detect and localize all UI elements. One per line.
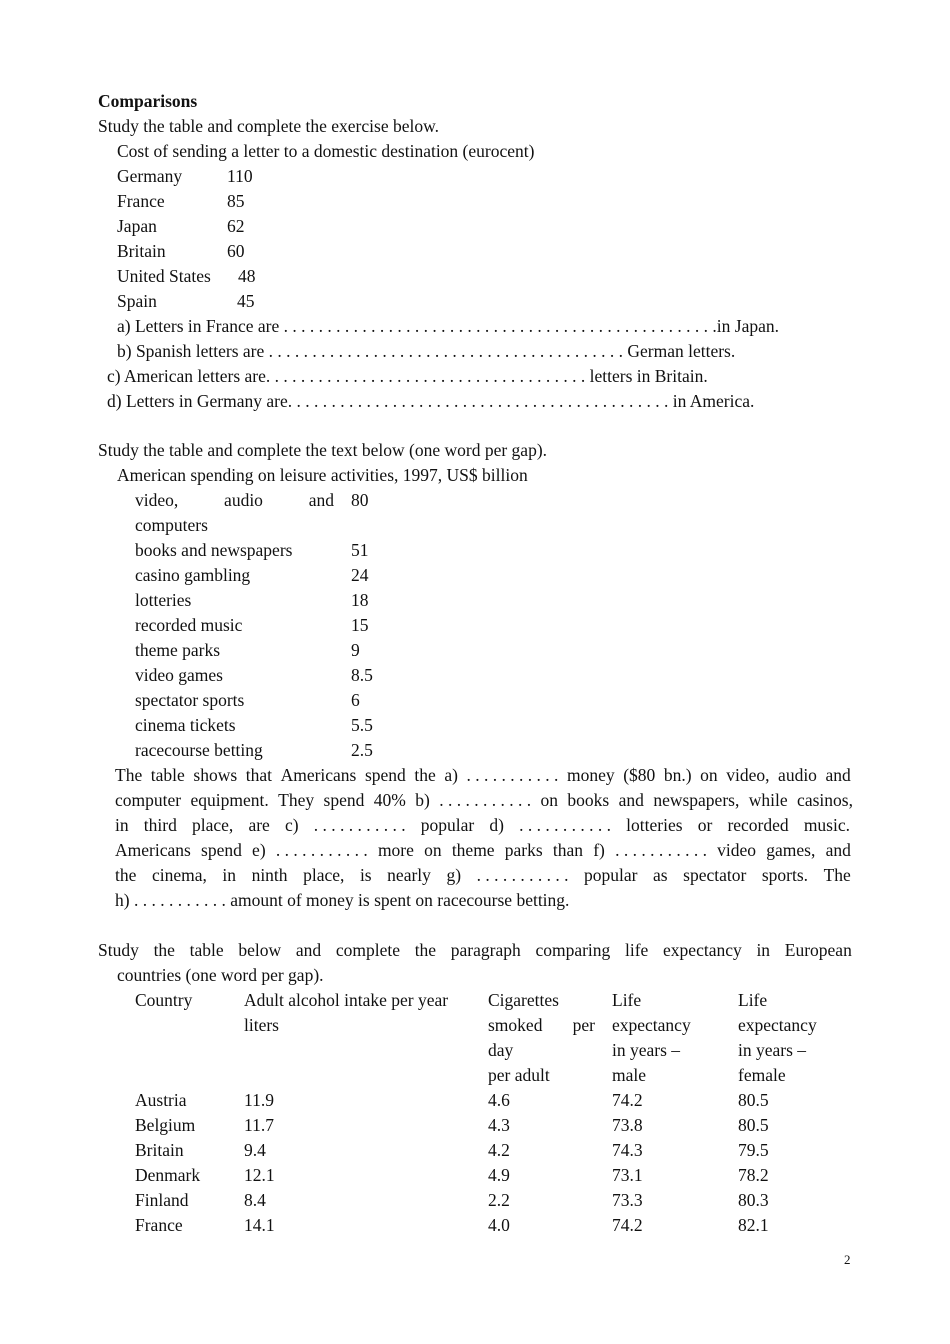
word: the <box>115 865 137 885</box>
word: recorded <box>727 815 789 835</box>
word: table <box>150 765 185 785</box>
word: games, <box>766 840 816 860</box>
cell-female: 82.1 <box>738 1215 769 1235</box>
cell-country: Britain <box>135 1140 184 1160</box>
ex3-instruction-cont: countries (one word per gap). <box>117 965 324 985</box>
gap: . . . . . . . . . . . <box>439 790 532 810</box>
word: Americans <box>115 840 191 860</box>
ex1-country: Germany <box>117 166 183 186</box>
word: as <box>653 865 668 885</box>
word: and <box>295 940 322 960</box>
word: the <box>414 765 436 785</box>
header-cigarettes-line3: day <box>488 1040 514 1060</box>
ex2-value: 6 <box>351 690 360 710</box>
word: cinema, <box>151 865 207 885</box>
ex2-label: spectator sports <box>135 690 245 710</box>
word: music. <box>803 815 850 835</box>
ex1-item-b: b) Spanish letters are . . . . . . . . . . . . . . . . . . . . . . . . . . . . . . . . . . . . . . . . . German letters. <box>117 341 736 361</box>
word: paragraph <box>450 940 521 960</box>
ex1-value: 60 <box>227 241 245 261</box>
word: on <box>540 790 559 810</box>
word: parks <box>504 840 543 860</box>
ex2-label: theme parks <box>135 640 221 660</box>
ex1-country: Britain <box>117 241 166 261</box>
word: more <box>377 840 414 860</box>
word: per <box>572 1015 595 1035</box>
word: than <box>552 840 584 860</box>
ex2-instruction: Study the table and complete the text below (one word per gap). <box>98 440 548 460</box>
word: smoked <box>488 1015 543 1035</box>
ex3-instruction <box>98 938 852 963</box>
header-cigarettes-line4: per adult <box>488 1065 550 1085</box>
word: is <box>359 865 372 885</box>
ex2-paragraph-line <box>115 863 851 888</box>
word: the <box>414 940 437 960</box>
ex1-item-d: d) Letters in Germany are. . . . . . . . . . . . . . . . . . . . . . . . . . . . . . . . . . . . . . . . . . . . in America. <box>107 391 755 411</box>
header-female: expectancy <box>738 1015 817 1035</box>
word: video, <box>135 490 179 510</box>
word: spend <box>201 840 242 860</box>
ex1-item-c: c) American letters are. . . . . . . . . . . . . . . . . . . . . . . . . . . . . . . . . . . . . letters in Britain. <box>107 366 708 386</box>
cell-male: 74.3 <box>612 1140 643 1160</box>
header-alcohol: Adult alcohol intake per year <box>244 990 449 1010</box>
ex1-table-title: Cost of sending a letter to a domestic destination (eurocent) <box>117 141 535 161</box>
cell-male: 73.3 <box>612 1190 643 1210</box>
ex2-value: 2.5 <box>351 740 373 760</box>
ex2-paragraph-line <box>115 788 853 813</box>
word: European <box>784 940 852 960</box>
word: spend <box>323 790 365 810</box>
gap: . . . . . . . . . . . <box>466 765 559 785</box>
header-country: Country <box>135 990 193 1010</box>
cell-cigarettes: 2.2 <box>488 1190 510 1210</box>
header-female: Life <box>738 990 768 1010</box>
word: g) <box>446 865 462 885</box>
word: Americans <box>280 765 357 785</box>
word: popular <box>420 815 475 835</box>
word: and <box>618 790 644 810</box>
ex2-label: lotteries <box>135 590 192 610</box>
header-male: Life <box>612 990 642 1010</box>
header-male: expectancy <box>612 1015 691 1035</box>
ex2-label: recorded music <box>135 615 243 635</box>
cell-alcohol: 8.4 <box>244 1190 266 1210</box>
ex2-label: casino gambling <box>135 565 251 585</box>
cell-country: Finland <box>135 1190 189 1210</box>
cell-female: 80.5 <box>738 1090 769 1110</box>
ex2-value: 8.5 <box>351 665 373 685</box>
cell-cigarettes: 4.2 <box>488 1140 510 1160</box>
cell-country: Belgium <box>135 1115 196 1135</box>
word: The <box>115 765 143 785</box>
word: video <box>717 840 757 860</box>
cell-alcohol: 11.9 <box>244 1090 274 1110</box>
ex2-label: cinema tickets <box>135 715 236 735</box>
word: computer <box>115 790 182 810</box>
ex1-country: Spain <box>117 291 157 311</box>
word: on <box>700 765 718 785</box>
cell-cigarettes: 4.0 <box>488 1215 510 1235</box>
word: audio <box>778 765 817 785</box>
word: shows <box>193 765 238 785</box>
word: a) <box>444 765 458 785</box>
ex1-value: 48 <box>238 266 256 286</box>
word: video, <box>726 765 770 785</box>
word: expectancy <box>663 940 742 960</box>
word: e) <box>252 840 266 860</box>
cell-female: 78.2 <box>738 1165 769 1185</box>
word: the <box>153 940 175 960</box>
word: casinos, <box>797 790 853 810</box>
header-male: male <box>612 1065 647 1085</box>
word: equipment. <box>190 790 269 810</box>
ex2-label: video games <box>135 665 223 685</box>
word: popular <box>584 865 638 885</box>
ex1-instruction: Study the table and complete the exercise below. <box>98 116 439 136</box>
header-female: female <box>738 1065 786 1085</box>
ex2-value: 80 <box>351 490 369 510</box>
ex2-label: books and newspapers <box>135 540 293 560</box>
word: The <box>823 865 851 885</box>
cell-female: 79.5 <box>738 1140 769 1160</box>
ex1-value: 110 <box>227 166 253 186</box>
gap: . . . . . . . . . . . <box>313 815 406 835</box>
word: complete <box>335 940 400 960</box>
word: sports. <box>761 865 809 885</box>
cell-alcohol: 12.1 <box>244 1165 275 1185</box>
word: place, <box>303 865 345 885</box>
word: are <box>248 815 270 835</box>
word: bn.) <box>663 765 692 785</box>
ex2-value: 15 <box>351 615 369 635</box>
word: ($80 <box>623 765 656 785</box>
gap: . . . . . . . . . . . <box>615 840 707 860</box>
word: They <box>278 790 315 810</box>
ex2-value: 18 <box>351 590 369 610</box>
word: in <box>222 865 237 885</box>
cell-female: 80.3 <box>738 1190 769 1210</box>
word: money <box>566 765 615 785</box>
word: 40% <box>373 790 406 810</box>
word: and <box>825 840 851 860</box>
ex2-paragraph-line <box>115 813 850 838</box>
word: life <box>625 940 649 960</box>
gap: . . . . . . . . . . . <box>476 865 569 885</box>
gap: . . . . . . . . . . . <box>275 840 368 860</box>
cell-male: 74.2 <box>612 1090 643 1110</box>
ex1-value: 62 <box>227 216 245 236</box>
word: nearly <box>387 865 431 885</box>
word: on <box>424 840 442 860</box>
cell-male: 73.8 <box>612 1115 643 1135</box>
cell-cigarettes: 4.9 <box>488 1165 510 1185</box>
ex2-value: 9 <box>351 640 360 660</box>
page-number: 2 <box>844 1252 851 1267</box>
ex1-country: Japan <box>117 216 157 236</box>
word: ninth <box>251 865 288 885</box>
word: audio <box>224 490 263 510</box>
word: table <box>189 940 224 960</box>
word: newspapers, <box>653 790 740 810</box>
cell-country: Austria <box>135 1090 187 1110</box>
ex2-table-title: American spending on leisure activities, 1997, US$ billion <box>117 465 528 485</box>
cell-alcohol: 14.1 <box>244 1215 275 1235</box>
ex1-item-a: a) Letters in France are . . . . . . . . . . . . . . . . . . . . . . . . . . . . . . . . . . . . . . . . . . . . . . . . . .in Japan. <box>117 316 779 336</box>
cell-alcohol: 9.4 <box>244 1140 266 1160</box>
word: spend <box>364 765 406 785</box>
ex1-value: 85 <box>227 191 245 211</box>
word: place, <box>192 815 234 835</box>
ex2-paragraph-line <box>115 763 851 788</box>
word: d) <box>489 815 504 835</box>
word: or <box>697 815 713 835</box>
word: f) <box>593 840 605 860</box>
word: lotteries <box>626 815 683 835</box>
ex2-value: 51 <box>351 540 369 560</box>
cell-cigarettes: 4.3 <box>488 1115 510 1135</box>
ex2-first-label-cont: computers <box>135 515 208 535</box>
ex2-value: 24 <box>351 565 369 585</box>
header-cigarettes-line2 <box>488 1013 595 1038</box>
cell-country: France <box>135 1215 183 1235</box>
word: below <box>238 940 282 960</box>
cell-alcohol: 11.7 <box>244 1115 274 1135</box>
cell-male: 74.2 <box>612 1215 643 1235</box>
header-alcohol-unit: liters <box>244 1015 279 1035</box>
ex2-label: racecourse betting <box>135 740 263 760</box>
ex1-country: France <box>117 191 165 211</box>
cell-country: Denmark <box>135 1165 201 1185</box>
word: b) <box>415 790 430 810</box>
word: Study <box>98 940 139 960</box>
word: books <box>567 790 610 810</box>
header-cigarettes: Cigarettes <box>488 990 559 1010</box>
ex1-value: 45 <box>237 291 255 311</box>
word: in <box>115 815 129 835</box>
word: comparing <box>535 940 611 960</box>
ex2-value: 5.5 <box>351 715 373 735</box>
word: c) <box>284 815 299 835</box>
ex2-first-label <box>135 488 334 513</box>
header-female: in years – <box>738 1040 807 1060</box>
word: while <box>748 790 788 810</box>
word: and <box>825 765 851 785</box>
gap: . . . . . . . . . . . <box>519 815 612 835</box>
cell-cigarettes: 4.6 <box>488 1090 510 1110</box>
ex2-paragraph-line <box>115 838 851 863</box>
word: and <box>308 490 334 510</box>
word: that <box>245 765 272 785</box>
cell-female: 80.5 <box>738 1115 769 1135</box>
word: spectator <box>683 865 747 885</box>
word: third <box>143 815 177 835</box>
ex1-country: United States <box>117 266 211 286</box>
ex2-paragraph-last: h) . . . . . . . . . . . amount of money is spent on racecourse betting. <box>115 890 570 910</box>
cell-male: 73.1 <box>612 1165 643 1185</box>
word: in <box>756 940 771 960</box>
header-male: in years – <box>612 1040 681 1060</box>
word: theme <box>451 840 495 860</box>
page-title: Comparisons <box>98 91 198 111</box>
